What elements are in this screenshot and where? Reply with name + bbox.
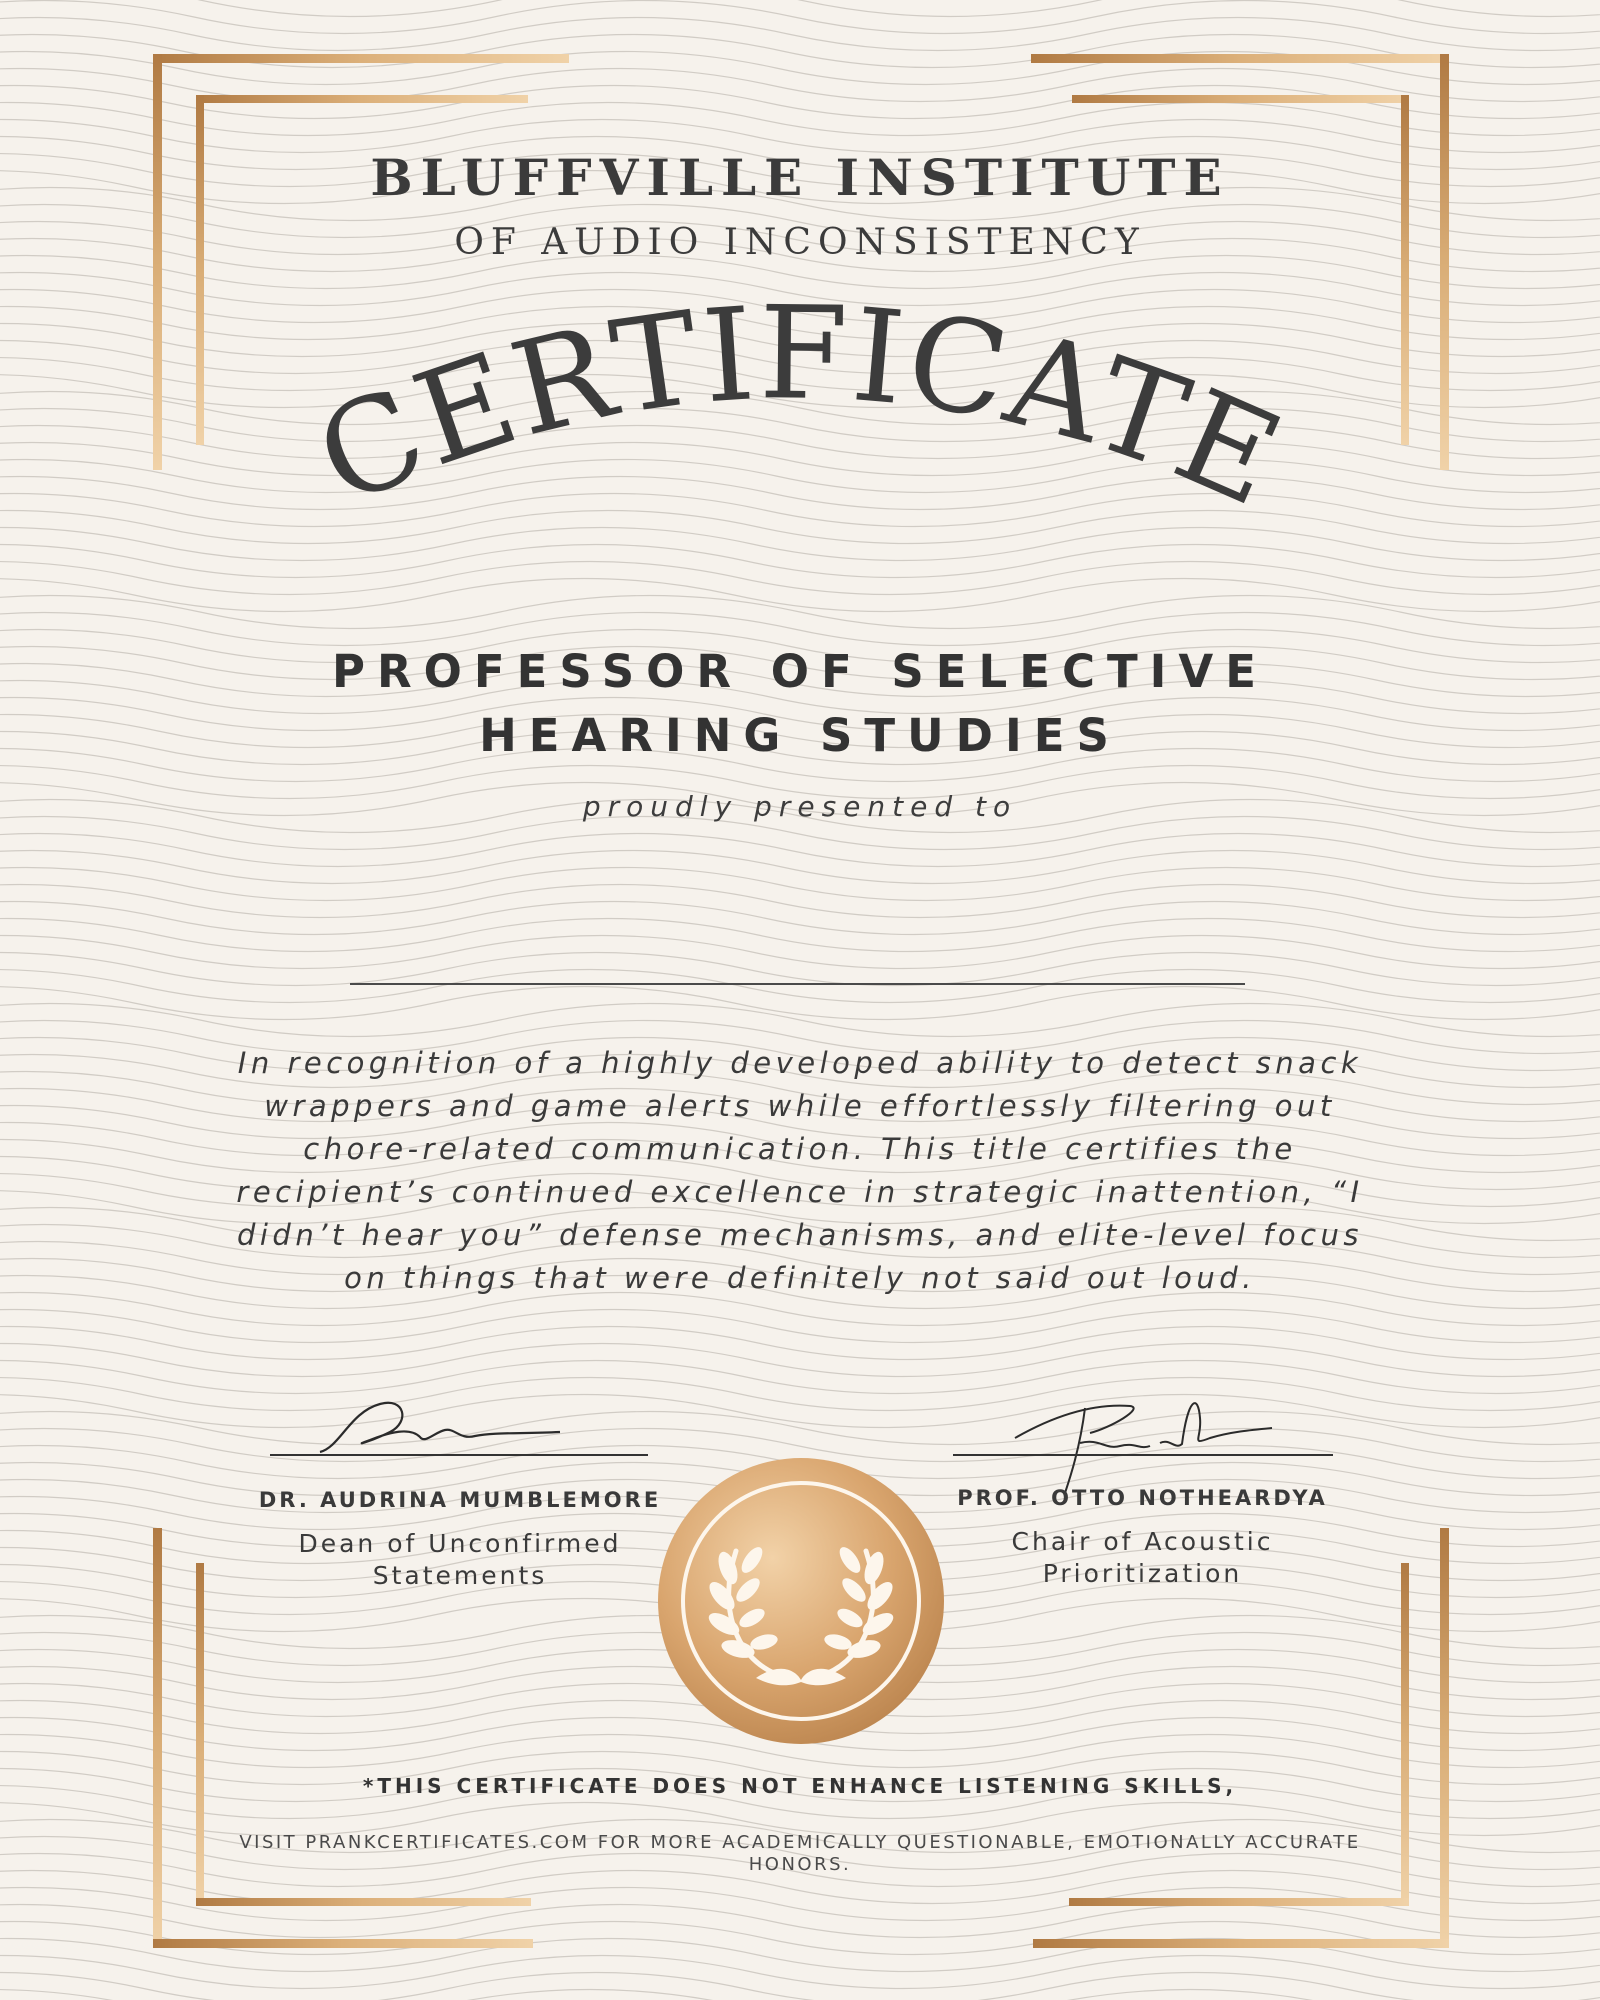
svg-text:CERTIFICATE <box>296 279 1302 536</box>
signature-line-left <box>270 1454 648 1456</box>
signatory-name-left: DR. AUDRINA MUMBLEMORE <box>258 1488 662 1512</box>
institute-name: BLUFFVILLE INSTITUTE <box>370 148 1230 207</box>
recipient-name-line <box>350 983 1245 985</box>
signatory-name-right: PROF. OTTO NOTHEARDYA <box>957 1486 1328 1510</box>
signature-right <box>1010 1388 1280 1498</box>
certificate-heading: CERTIFICATE <box>296 279 1303 537</box>
institute-subtitle: OF AUDIO INCONSISTENCY <box>454 222 1146 263</box>
visit-website-note: VISIT PRANKCERTIFICATES.COM FOR MORE ACADEMICALLY QUESTIONABLE, EMOTIONALLY ACCURATE HONORS. <box>239 1832 1361 1875</box>
signature-left <box>310 1392 570 1462</box>
signature-line-right <box>953 1454 1333 1456</box>
gold-seal <box>656 1456 946 1746</box>
presented-to-label: proudly presented to <box>582 790 1018 823</box>
disclaimer-text: *THIS CERTIFICATE DOES NOT ENHANCE LISTENING SKILLS, <box>362 1774 1238 1798</box>
signatory-role-left: Dean of Unconfirmed Statements <box>298 1529 622 1590</box>
signatory-role-right: Chair of Acoustic Prioritization <box>1011 1527 1274 1588</box>
award-title: PROFESSOR OF SELECTIVE HEARING STUDIES <box>332 645 1268 762</box>
certificate-body-text: In recognition of a highly developed ability to detect snack wrappers and game alerts while effortlessly filtering out chore-related communication. This title certifies the recipient’s continued excellence in strategic inattention, “I didn’t hear you” defense mechanisms, and elite-level focus on things that were definitely not said out loud. <box>236 1046 1364 1295</box>
